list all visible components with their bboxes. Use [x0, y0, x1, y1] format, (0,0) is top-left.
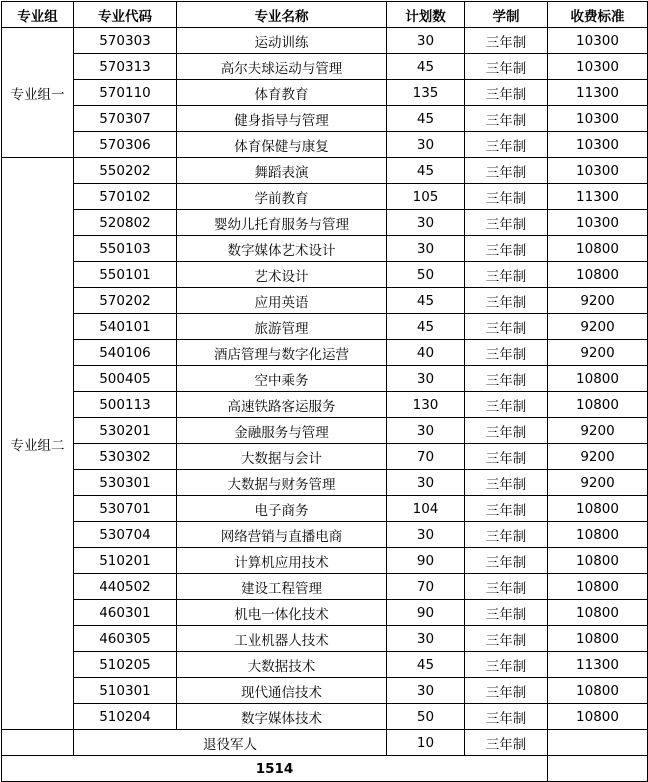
fee-cell: 10300	[548, 132, 648, 158]
major-name-cell: 工业机器人技术	[177, 626, 387, 652]
major-name-cell: 体育保健与康复	[177, 132, 387, 158]
duration-cell: 三年制	[465, 262, 548, 288]
header-major-name: 专业名称	[177, 2, 387, 28]
major-name-cell: 高速铁路客运服务	[177, 392, 387, 418]
table-row	[2, 236, 648, 262]
code-cell: 570202	[74, 288, 177, 314]
fee-cell: 10800	[548, 574, 648, 600]
major-name-cell: 运动训练	[177, 28, 387, 54]
code-cell: 570102	[74, 184, 177, 210]
header-fee: 收费标准	[548, 2, 648, 28]
total-value-cell: 1514	[2, 756, 548, 782]
table-row	[2, 158, 648, 184]
plan-count-cell: 30	[387, 522, 465, 548]
plan-count-cell: 45	[387, 314, 465, 340]
code-cell: 550202	[74, 158, 177, 184]
code-cell: 570313	[74, 54, 177, 80]
duration-cell: 三年制	[465, 106, 548, 132]
table-row	[2, 470, 648, 496]
code-cell: 530704	[74, 522, 177, 548]
code-cell: 510301	[74, 678, 177, 704]
table-row	[2, 184, 648, 210]
duration-cell: 三年制	[465, 210, 548, 236]
fee-cell: 9200	[548, 470, 648, 496]
code-cell: 570307	[74, 106, 177, 132]
plan-count-cell: 50	[387, 704, 465, 730]
code-cell: 530201	[74, 418, 177, 444]
major-name-cell: 学前教育	[177, 184, 387, 210]
major-name-cell: 数字媒体技术	[177, 704, 387, 730]
group-name-cell: 专业组二	[2, 158, 74, 730]
fee-cell: 10800	[548, 678, 648, 704]
table-row	[2, 574, 648, 600]
major-name-cell: 婴幼儿托育服务与管理	[177, 210, 387, 236]
duration-cell: 三年制	[465, 626, 548, 652]
fee-cell: 10800	[548, 626, 648, 652]
code-cell: 570303	[74, 28, 177, 54]
fee-cell: 11300	[548, 652, 648, 678]
plan-count-cell: 130	[387, 392, 465, 418]
plan-count-cell: 30	[387, 132, 465, 158]
veteran-duration-cell: 三年制	[465, 730, 548, 756]
code-cell: 460305	[74, 626, 177, 652]
fee-cell: 10800	[548, 704, 648, 730]
table-row	[2, 548, 648, 574]
fee-cell: 10800	[548, 366, 648, 392]
fee-cell: 10800	[548, 236, 648, 262]
major-name-cell: 旅游管理	[177, 314, 387, 340]
duration-cell: 三年制	[465, 418, 548, 444]
duration-cell: 三年制	[465, 288, 548, 314]
code-cell: 510201	[74, 548, 177, 574]
code-cell: 460301	[74, 600, 177, 626]
duration-cell: 三年制	[465, 392, 548, 418]
duration-cell: 三年制	[465, 132, 548, 158]
plan-count-cell: 104	[387, 496, 465, 522]
enrollment-plan-table	[1, 1, 648, 782]
major-name-cell: 大数据与财务管理	[177, 470, 387, 496]
duration-cell: 三年制	[465, 574, 548, 600]
table-row	[2, 522, 648, 548]
fee-cell: 10300	[548, 28, 648, 54]
plan-count-cell: 30	[387, 470, 465, 496]
fee-cell: 10300	[548, 54, 648, 80]
major-name-cell: 健身指导与管理	[177, 106, 387, 132]
table-row	[2, 704, 648, 730]
code-cell: 500113	[74, 392, 177, 418]
fee-cell: 10800	[548, 496, 648, 522]
header-group: 专业组	[2, 2, 74, 28]
plan-count-cell: 90	[387, 548, 465, 574]
major-name-cell: 建设工程管理	[177, 574, 387, 600]
plan-count-cell: 30	[387, 678, 465, 704]
table-row	[2, 340, 648, 366]
table-row	[2, 288, 648, 314]
major-name-cell: 舞蹈表演	[177, 158, 387, 184]
plan-count-cell: 45	[387, 106, 465, 132]
plan-count-cell: 70	[387, 574, 465, 600]
duration-cell: 三年制	[465, 600, 548, 626]
header-plan-count: 计划数	[387, 2, 465, 28]
duration-cell: 三年制	[465, 470, 548, 496]
fee-cell: 10800	[548, 522, 648, 548]
fee-cell: 9200	[548, 418, 648, 444]
code-cell: 530701	[74, 496, 177, 522]
veteran-fee-cell	[548, 730, 648, 756]
code-cell: 550103	[74, 236, 177, 262]
fee-cell: 10800	[548, 392, 648, 418]
code-cell: 510205	[74, 652, 177, 678]
major-name-cell: 网络营销与直播电商	[177, 522, 387, 548]
major-name-cell: 艺术设计	[177, 262, 387, 288]
major-name-cell: 体育教育	[177, 80, 387, 106]
duration-cell: 三年制	[465, 158, 548, 184]
code-cell: 570110	[74, 80, 177, 106]
total-row	[2, 756, 648, 782]
fee-cell: 10300	[548, 210, 648, 236]
major-name-cell: 计算机应用技术	[177, 548, 387, 574]
duration-cell: 三年制	[465, 678, 548, 704]
table-row	[2, 366, 648, 392]
plan-count-cell: 30	[387, 236, 465, 262]
major-name-cell: 空中乘务	[177, 366, 387, 392]
table-row	[2, 496, 648, 522]
duration-cell: 三年制	[465, 184, 548, 210]
major-name-cell: 大数据与会计	[177, 444, 387, 470]
fee-cell: 9200	[548, 288, 648, 314]
code-cell: 530301	[74, 470, 177, 496]
major-name-cell: 电子商务	[177, 496, 387, 522]
plan-count-cell: 30	[387, 28, 465, 54]
table-row	[2, 314, 648, 340]
table-row	[2, 132, 648, 158]
major-name-cell: 现代通信技术	[177, 678, 387, 704]
table-row	[2, 28, 648, 54]
major-name-cell: 金融服务与管理	[177, 418, 387, 444]
veteran-count-cell: 10	[387, 730, 465, 756]
code-cell: 510204	[74, 704, 177, 730]
table-body	[2, 28, 648, 782]
table-row	[2, 652, 648, 678]
table-row	[2, 106, 648, 132]
plan-count-cell: 45	[387, 652, 465, 678]
duration-cell: 三年制	[465, 314, 548, 340]
plan-count-cell: 45	[387, 158, 465, 184]
fee-cell: 10300	[548, 106, 648, 132]
major-name-cell: 机电一体化技术	[177, 600, 387, 626]
table-row	[2, 54, 648, 80]
duration-cell: 三年制	[465, 54, 548, 80]
plan-count-cell: 40	[387, 340, 465, 366]
fee-cell: 10800	[548, 548, 648, 574]
header-row	[2, 2, 648, 28]
plan-count-cell: 30	[387, 626, 465, 652]
table-row	[2, 444, 648, 470]
veteran-empty-cell	[2, 730, 74, 756]
plan-count-cell: 30	[387, 418, 465, 444]
plan-count-cell: 90	[387, 600, 465, 626]
fee-cell: 9200	[548, 314, 648, 340]
table-row	[2, 600, 648, 626]
duration-cell: 三年制	[465, 704, 548, 730]
code-cell: 550101	[74, 262, 177, 288]
veteran-name-cell: 退役军人	[74, 730, 387, 756]
plan-count-cell: 45	[387, 54, 465, 80]
duration-cell: 三年制	[465, 522, 548, 548]
duration-cell: 三年制	[465, 80, 548, 106]
duration-cell: 三年制	[465, 548, 548, 574]
code-cell: 530302	[74, 444, 177, 470]
fee-cell: 10300	[548, 158, 648, 184]
code-cell: 440502	[74, 574, 177, 600]
major-name-cell: 高尔夫球运动与管理	[177, 54, 387, 80]
fee-cell: 10800	[548, 600, 648, 626]
group-name-cell: 专业组一	[2, 28, 74, 158]
table-row	[2, 80, 648, 106]
duration-cell: 三年制	[465, 496, 548, 522]
plan-count-cell: 105	[387, 184, 465, 210]
table-row	[2, 262, 648, 288]
table-row	[2, 392, 648, 418]
duration-cell: 三年制	[465, 652, 548, 678]
major-name-cell: 数字媒体艺术设计	[177, 236, 387, 262]
plan-count-cell: 135	[387, 80, 465, 106]
veteran-row	[2, 730, 648, 756]
duration-cell: 三年制	[465, 236, 548, 262]
plan-count-cell: 30	[387, 210, 465, 236]
fee-cell: 9200	[548, 444, 648, 470]
fee-cell: 11300	[548, 184, 648, 210]
code-cell: 540106	[74, 340, 177, 366]
code-cell: 540101	[74, 314, 177, 340]
plan-count-cell: 70	[387, 444, 465, 470]
table-row	[2, 210, 648, 236]
fee-cell: 11300	[548, 80, 648, 106]
table-row	[2, 678, 648, 704]
duration-cell: 三年制	[465, 444, 548, 470]
major-name-cell: 应用英语	[177, 288, 387, 314]
fee-cell: 9200	[548, 340, 648, 366]
code-cell: 520802	[74, 210, 177, 236]
code-cell: 500405	[74, 366, 177, 392]
duration-cell: 三年制	[465, 366, 548, 392]
header-code: 专业代码	[74, 2, 177, 28]
code-cell: 570306	[74, 132, 177, 158]
major-name-cell: 酒店管理与数字化运营	[177, 340, 387, 366]
fee-cell: 10800	[548, 262, 648, 288]
plan-count-cell: 45	[387, 288, 465, 314]
header-duration: 学制	[465, 2, 548, 28]
major-name-cell: 大数据技术	[177, 652, 387, 678]
duration-cell: 三年制	[465, 28, 548, 54]
plan-count-cell: 50	[387, 262, 465, 288]
table-row	[2, 626, 648, 652]
duration-cell: 三年制	[465, 340, 548, 366]
table-row	[2, 418, 648, 444]
total-empty-cell	[548, 756, 648, 782]
plan-count-cell: 30	[387, 366, 465, 392]
